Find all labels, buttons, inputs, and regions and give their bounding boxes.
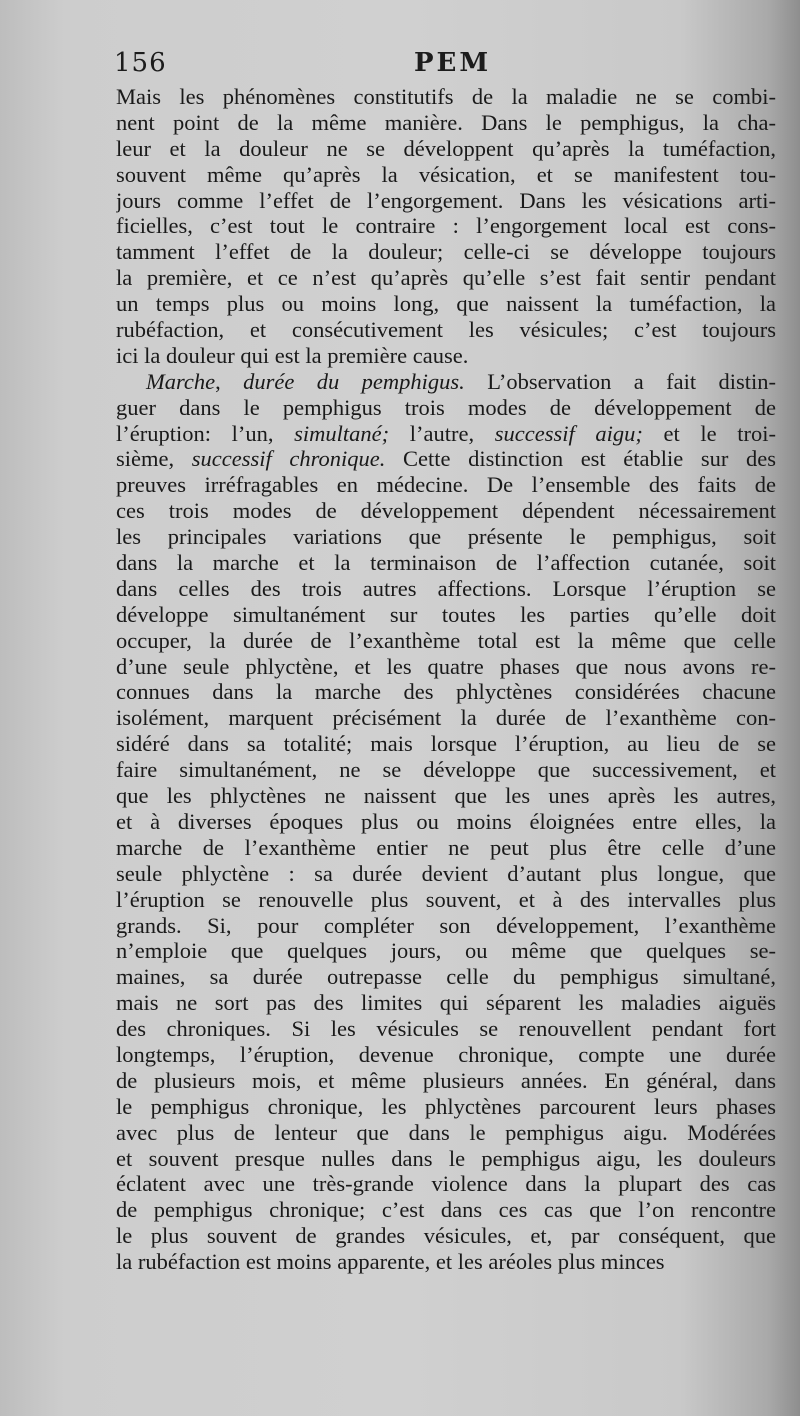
- text-line: rubéfaction, et consécutivement les vésicules; c’est toujours: [116, 317, 776, 343]
- body-text: [116, 84, 776, 1275]
- paragraph-2: [116, 369, 776, 1275]
- text-line: [116, 446, 776, 472]
- paragraph-1: [116, 84, 776, 369]
- text-line: guer dans le pemphigus trois modes de développement de: [116, 394, 776, 420]
- text-run: et le troi-: [642, 420, 776, 446]
- text-line: un temps plus ou moins long, que naissent la tuméfaction, la: [116, 291, 776, 317]
- text-line: occuper, la durée de l’exanthème total est la même que celle: [116, 627, 776, 653]
- text-line: ficielles, c’est tout le contraire : l’engorgement local est cons-: [116, 213, 776, 239]
- text-line: les principales variations que présente le pemphigus, soit: [116, 524, 776, 550]
- text-line: jours comme l’effet de l’engorgement. Dans les vésications arti-: [116, 187, 776, 213]
- text-line: maines, sa durée outrepasse celle du pemphigus simultané,: [116, 964, 776, 990]
- text-line: ces trois modes de développement dépendent nécessairement: [116, 498, 776, 524]
- text-line: et souvent presque nulles dans le pemphigus aigu, les douleurs: [116, 1145, 776, 1171]
- text-line: des chroniques. Si les vésicules se renouvellent pendant fort: [116, 1016, 776, 1042]
- text-line: [116, 421, 776, 447]
- text-line: isolément, marquent précisément la durée de l’exanthème con-: [116, 705, 776, 731]
- italic-term: simultané;: [294, 420, 390, 446]
- text-line: développe simultanément sur toutes les parties qu’elle doit: [116, 601, 776, 627]
- text-line: mais ne sort pas des limites qui séparent les maladies aiguës: [116, 990, 776, 1016]
- italic-term: successif chronique.: [191, 446, 386, 472]
- text-line: le pemphigus chronique, les phlyctènes parcourent leurs phases: [116, 1093, 776, 1119]
- text-line: Mais les phénomènes constitutifs de la maladie ne se combi-: [116, 84, 776, 109]
- text-run: ,: [215, 368, 244, 394]
- italic-heading: durée du pemphigus.: [243, 368, 465, 394]
- text-line: faire simultanément, ne se développe que successivement, et: [116, 757, 776, 783]
- text-run: l’autre,: [389, 420, 495, 446]
- text-run: sième,: [116, 446, 192, 472]
- text-run: L’observation a fait distin-: [464, 368, 776, 394]
- text-line: tamment l’effet de la douleur; celle-ci se développe toujours: [116, 239, 776, 265]
- text-line: le plus souvent de grandes vésicules, et, par conséquent, que: [116, 1223, 776, 1249]
- text-line: connues dans la marche des phlyctènes considérées chacune: [116, 679, 776, 705]
- text-line: grands. Si, pour compléter son développement, l’exanthème: [116, 912, 776, 938]
- text-line: longtemps, l’éruption, devenue chronique, compte une durée: [116, 1041, 776, 1067]
- text-line: marche de l’exanthème entier ne peut plus être celle d’une: [116, 834, 776, 860]
- text-line: l’éruption se renouvelle plus souvent, et à des intervalles plus: [116, 886, 776, 912]
- text-line: que les phlyctènes ne naissent que les unes après les autres,: [116, 783, 776, 809]
- text-line: dans la marche et la terminaison de l’affection cutanée, soit: [116, 550, 776, 576]
- italic-term: successif aigu;: [494, 420, 643, 446]
- page-number: 156: [114, 48, 167, 78]
- text-line: d’une seule phlyctène, et les quatre phases que nous avons re-: [116, 653, 776, 679]
- text-line: dans celles des trois autres affections. Lorsque l’éruption se: [116, 575, 776, 601]
- text-line: nent point de la même manière. Dans le pemphigus, la cha-: [116, 109, 776, 135]
- text-line: seule phlyctène : sa durée devient d’autant plus longue, que: [116, 860, 776, 886]
- text-line: avec plus de lenteur que dans le pemphigus aigu. Modérées: [116, 1119, 776, 1145]
- text-line: souvent même qu’après la vésication, et se manifestent tou-: [116, 161, 776, 187]
- text-line: de plusieurs mois, et même plusieurs années. En général, dans: [116, 1067, 776, 1093]
- running-head: PEM: [414, 48, 492, 78]
- text-line: ici la douleur qui est la première cause.: [116, 342, 469, 368]
- text-line: preuves irréfragables en médecine. De l’ensemble des faits de: [116, 472, 776, 498]
- text-line: sidéré dans sa totalité; mais lorsque l’éruption, au lieu de se: [116, 731, 776, 757]
- text-line: n’emploie que quelques jours, ou même que quelques se-: [116, 938, 776, 964]
- text-line: éclatent avec une très-grande violence dans la plupart des cas: [116, 1171, 776, 1197]
- text-line: [116, 369, 776, 395]
- page-header: [114, 48, 780, 84]
- text-run: l’éruption: l’un,: [116, 420, 295, 446]
- text-run: Cette distinction est établie sur des: [385, 446, 776, 472]
- text-line: et à diverses époques plus ou moins éloignées entre elles, la: [116, 808, 776, 834]
- italic-heading: Marche: [146, 368, 216, 394]
- text-line: la première, et ce n’est qu’après qu’elle s’est fait sentir pendant: [116, 265, 776, 291]
- text-line: la rubéfaction est moins apparente, et les aréoles plus minces: [116, 1249, 665, 1275]
- paragraph-2-body: [116, 472, 776, 1275]
- text-line: de pemphigus chronique; c’est dans ces cas que l’on rencontre: [116, 1197, 776, 1223]
- text-line: leur et la douleur ne se développent qu’après la tuméfaction,: [116, 135, 776, 161]
